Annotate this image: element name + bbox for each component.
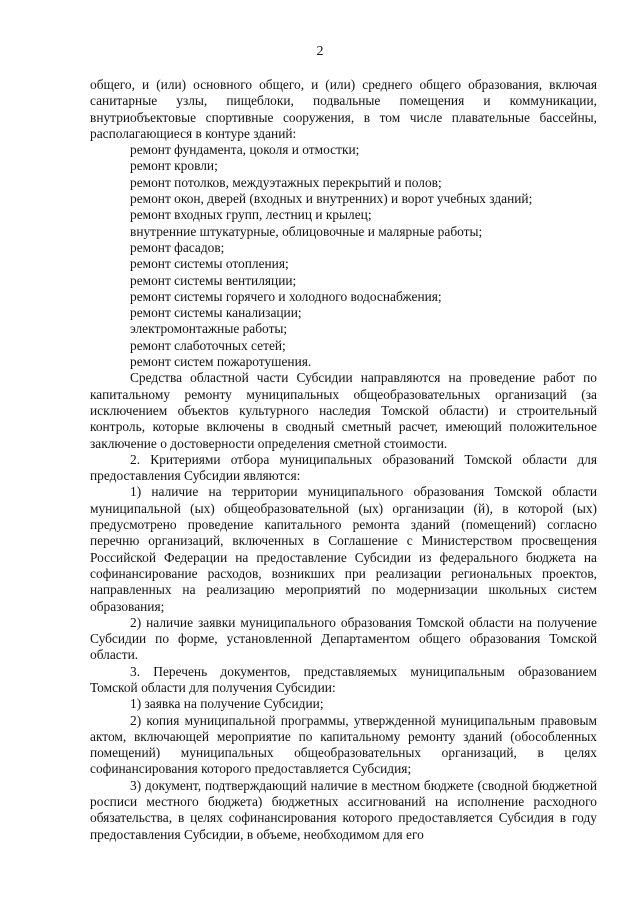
- list-item: ремонт системы горячего и холодного водоснабжения;: [130, 288, 442, 304]
- selection-criteria-heading: 2. Критериями отбора муниципальных образований Томской области для предоставления Субсидии являются:: [90, 451, 597, 484]
- list-item: электромонтажные работы;: [130, 321, 288, 337]
- documents-list-heading: 3. Перечень документов, представляемых муниципальным образованием Томской области для получения Субсидии:: [90, 663, 597, 695]
- list-item: ремонт входных групп, лестниц и крылец;: [130, 207, 372, 223]
- list-item: ремонт системы вентиляции;: [130, 272, 297, 288]
- list-item: ремонт фасадов;: [130, 239, 225, 255]
- list-item: ремонт системы канализации;: [130, 305, 302, 321]
- list-item: ремонт окон, дверей (входных и внутренних) и ворот учебных зданий;: [130, 191, 533, 207]
- criterion-2-paragraph: 2) наличие заявки муниципального образования Томской области на получение Субсидии по форме, установленной Департаментом общего образования Томской области.: [90, 614, 597, 663]
- document-2-paragraph: 2) копия муниципальной программы, утвержденной муниципальным правовым актом, включающей мероприятие по капитальному ремонту зданий (обособленных помещений) муниципальных общеобразовательных организаций, в целях софинансирования которого предоставляется Субсидия;: [90, 712, 597, 777]
- criterion-1-paragraph: 1) наличие на территории муниципального образования Томской области муниципальной (ых) общеобразовательной (ых) организации (й), в которой (ых) предусмотрено проведение капитального ремонта зданий (помещений) согласно перечню организаций, включенных в Соглашение с Министерством просвещения Российской Федерации на предоставление Субсидии из федерального бюджета на софинансирование расходов, возникших при реализации региональных проектов, направленных на реализацию мероприятий по модернизации школьных систем образования;: [90, 484, 597, 614]
- document-body: [90, 77, 597, 843]
- page-number: 2: [316, 44, 324, 59]
- document-1-paragraph: 1) заявка на получение Субсидии;: [130, 696, 324, 712]
- repair-works-list: [90, 142, 597, 370]
- list-item: внутренние штукатурные, облицовочные и малярные работы;: [130, 223, 483, 239]
- list-item: ремонт кровли;: [130, 158, 218, 174]
- list-item: ремонт систем пожаротушения.: [130, 354, 312, 370]
- list-item: ремонт фундамента, цоколя и отмостки;: [130, 142, 360, 158]
- list-item: ремонт системы отопления;: [130, 256, 289, 272]
- list-item: ремонт потолков, междуэтажных перекрытий и полов;: [130, 174, 442, 190]
- intro-paragraph: общего, и (или) основного общего, и (или) среднего общего образования, включая санитарные узлы, пищеблоки, подвальные помещения и коммуникации, внутриобъектовые спортивные сооружения, в том числе плавательные бассейны, располагающиеся в контуре зданий:: [90, 77, 597, 141]
- funding-paragraph: Средства областной части Субсидии направляются на проведение работ по капитальному ремонту муниципальных общеобразовательных организаций (за исключением объектов культурного наследия Томской области) и строительный контроль, которые включены в сводный сметный расчет, имеющий положительное заключение о достоверности определения сметной стоимости.: [90, 370, 597, 451]
- list-item: ремонт слаботочных сетей;: [130, 337, 286, 353]
- document-3-paragraph: 3) документ, подтверждающий наличие в местном бюджете (сводной бюджетной росписи местного бюджета) бюджетных ассигнований на исполнение расходного обязательства, в целях софинансирования которого предоставляется Субсидия в году предоставления Субсидии, в объеме, необходимом для его: [90, 777, 597, 842]
